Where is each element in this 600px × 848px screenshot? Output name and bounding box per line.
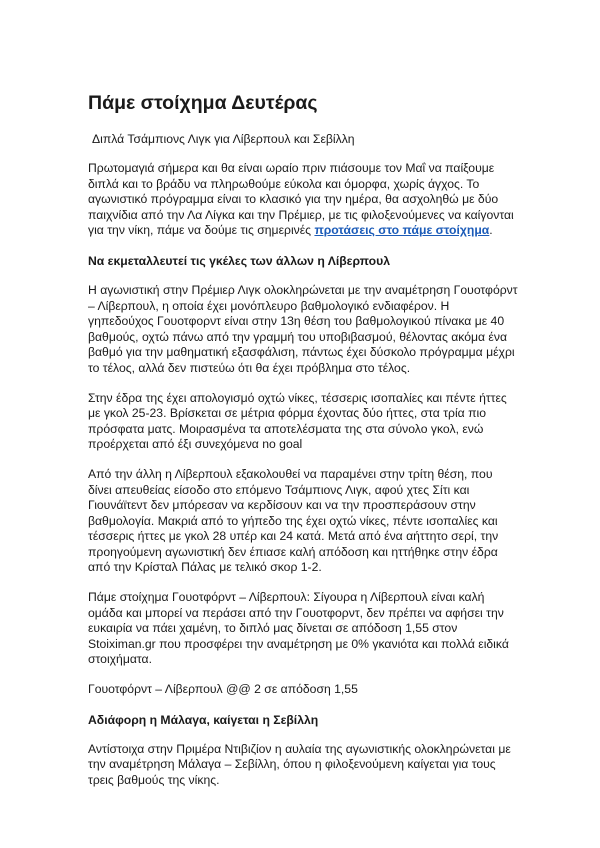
pick-line: Γουοτφόρντ – Λίβερπουλ @@ 2 σε απόδοση 1,55 bbox=[88, 682, 358, 697]
document-page bbox=[88, 92, 518, 802]
paragraph-watford-home: Στην έδρα της έχει απολογισμό οχτώ νίκες, τέσσερις ισοπαλίες και πέντε ήττες με γκολ 25-23. Βρίσκεται σε μέτρια φόρμα έχοντας δύο ήττες, στα τρία πιο πρόσφατα ματς. Μοιρασμένα τα αποτελέσματα της στα σύνολο γκολ, ενώ προέρχεται από έξι συνεχόμενα no goal bbox=[88, 390, 507, 452]
paragraph-prediction: Πάμε στοίχημα Γουοτφόρντ – Λίβερπουλ: Σίγουρα η Λίβερπουλ είναι καλή ομάδα και μπορεί να περάσει από την Γουοτφορντ, δεν πρέπει να αφήσει την ευκαιρία να πάει χαμένη, το διπλό μας δίνεται σε απόδοση 1,55 στον Stoiximan.gr που προσφέρει την αναμέτρηση με 0% γκανιότα και πολλά ειδικά στοιχήματα. bbox=[88, 590, 509, 667]
paragraph-malaga-sevilla: Αντίστοιχα στην Πριμέρα Ντιβιζίον η αυλαία της αγωνιστικής ολοκληρώνεται με την αναμέτρηση Μάλαγα – Σεβίλλη, όπου η φιλοξενούμενη καίγεται για τους τρεις βαθμούς της νίκης. bbox=[88, 741, 511, 787]
paragraph-liverpool: Από την άλλη η Λίβερπουλ εξακολουθεί να παραμένει στην τρίτη θέση, που δίνει απευθείας είσοδο στο επόμενο Τσάμπιονς Λιγκ, αφού χτες Σίτι και Γιουνάϊτεντ δεν μπόρεσαν να κερδίσουν και να την προσπεράσουν στην βαθμολογία. Μακριά από το γήπεδο της έχει οχτώ νίκες, πέντε ισοπαλίες και τέσσερις ήττες με γκολ 28 υπέρ και 24 κατά. Μετά από ένα αήττητο σερί, την προηγούμενη αγωνιστική δεν έπιασε καλή απόδοση και ηττήθηκε στην έδρα από την Κρίσταλ Πάλας με τελικό σκορ 1-2. bbox=[88, 466, 499, 575]
section-heading-liverpool: Να εκμεταλλευτεί τις γκέλες των άλλων η Λίβερπουλ bbox=[88, 253, 390, 268]
proposals-link[interactable]: προτάσεις στο πάμε στοίχημα bbox=[314, 223, 490, 238]
intro-text: Πρωτομαγιά σήμερα και θα είναι ωραίο πριν πιάσουμε τον Μαΐ να παίξουμε διπλά και το βράδυ να πληρωθούμε εύκολα και όμορφα, χωρίς άγχος. Το αγωνιστικό πρόγραμμα είναι το κλασικό για την ημέρα, θα ασχοληθώ με δύο παιχνίδια από την Λα Λίγκα και την Πρέμιερ, με τις φιλοξενούμενες να καίγονται για την νίκη, πάμε να δούμε τις σημερινές bbox=[88, 161, 514, 238]
intro-after-link: . bbox=[489, 223, 493, 238]
intro-paragraph bbox=[88, 161, 518, 239]
article-subtitle: Διπλά Τσάμπιονς Λιγκ για Λίβερπουλ και Σεβίλλη bbox=[92, 132, 355, 146]
paragraph-watford-intro: Η αγωνιστική στην Πρέμιερ Λιγκ ολοκληρώνεται με την αναμέτρηση Γουοτφόρντ – Λίβερπουλ, η οποία έχει μονόπλευρο βαθμολογικό ενδιαφέρον. Η γηπεδούχος Γουοτφορντ είναι στην 13η θέση του βαθμολογικού πίνακα με 40 βαθμούς, οχτώ πάνω από την γραμμή του υποβιβασμού, θέλοντας ακόμα ένα βαθμό για την μαθηματική εξασφάλιση, πάντως έχει δύσκολο πρόγραμμα μέχρι το τέλος, αλλά δεν πιστεύω ότι θα έχει πρόβλημα στο τέλος. bbox=[88, 282, 518, 375]
section-heading-sevilla: Αδιάφορη η Μάλαγα, καίγεται η Σεβίλλη bbox=[88, 712, 319, 727]
article-title: Πάμε στοίχημα Δευτέρας bbox=[88, 92, 318, 114]
